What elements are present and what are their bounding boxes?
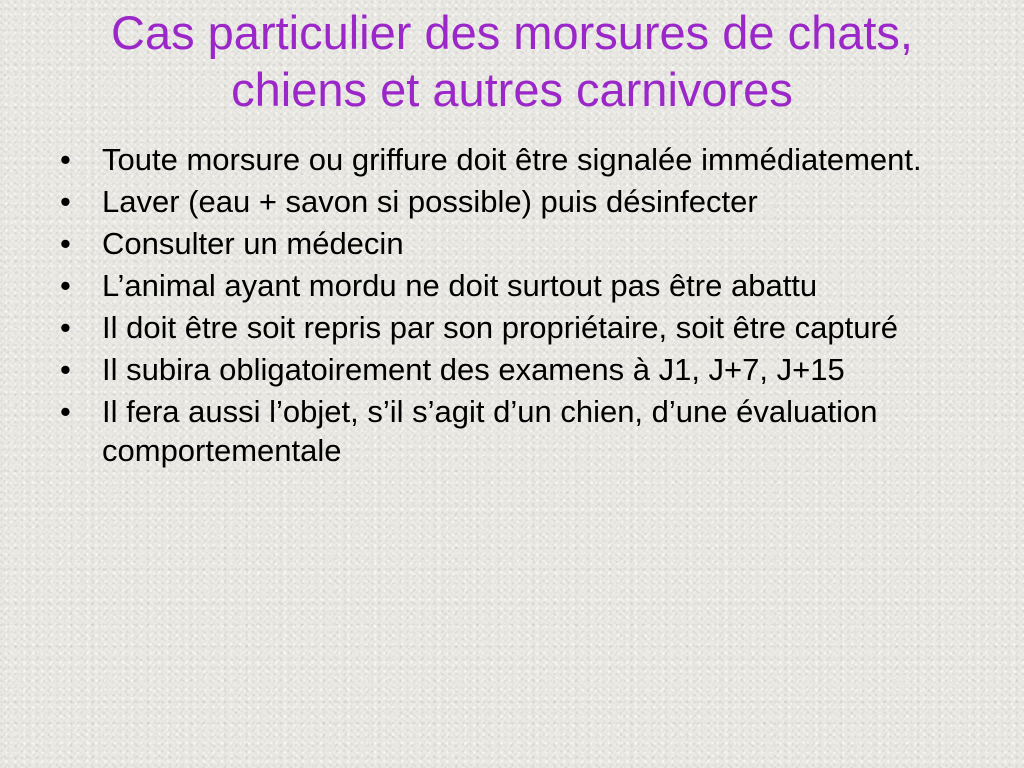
bullet-text: Toute morsure ou griffure doit être signalée immédiatement. (102, 142, 922, 177)
bullet-dot-icon: • (60, 310, 71, 345)
list-item (55, 308, 975, 347)
list-item (55, 350, 975, 389)
bullet-dot-icon: • (60, 184, 71, 219)
bullet-dot-icon: • (60, 226, 71, 261)
bullet-list (55, 140, 975, 473)
bullet-dot-icon: • (60, 142, 71, 177)
bullet-text: Il subira obligatoirement des examens à J1, J+7, J+15 (102, 352, 845, 387)
bullet-text: Il doit être soit repris par son propriétaire, soit être capturé (102, 310, 899, 345)
slide-title: Cas particulier des morsures de chats, chiens et autres carnivores (111, 6, 913, 116)
bullet-text: Laver (eau + savon si possible) puis désinfecter (102, 184, 758, 219)
list-item (55, 140, 975, 179)
list-item (55, 266, 975, 305)
bullet-dot-icon: • (60, 352, 71, 387)
bullet-text: Il fera aussi l’objet, s’il s’agit d’un chien, d’une évaluation comportementale (102, 394, 878, 468)
bullet-dot-icon: • (60, 268, 71, 303)
list-item (55, 392, 975, 470)
bullet-text: L’animal ayant mordu ne doit surtout pas être abattu (102, 268, 818, 303)
list-item (55, 182, 975, 221)
list-item (55, 224, 975, 263)
bullet-text: Consulter un médecin (102, 226, 404, 261)
bullet-dot-icon: • (60, 394, 71, 429)
